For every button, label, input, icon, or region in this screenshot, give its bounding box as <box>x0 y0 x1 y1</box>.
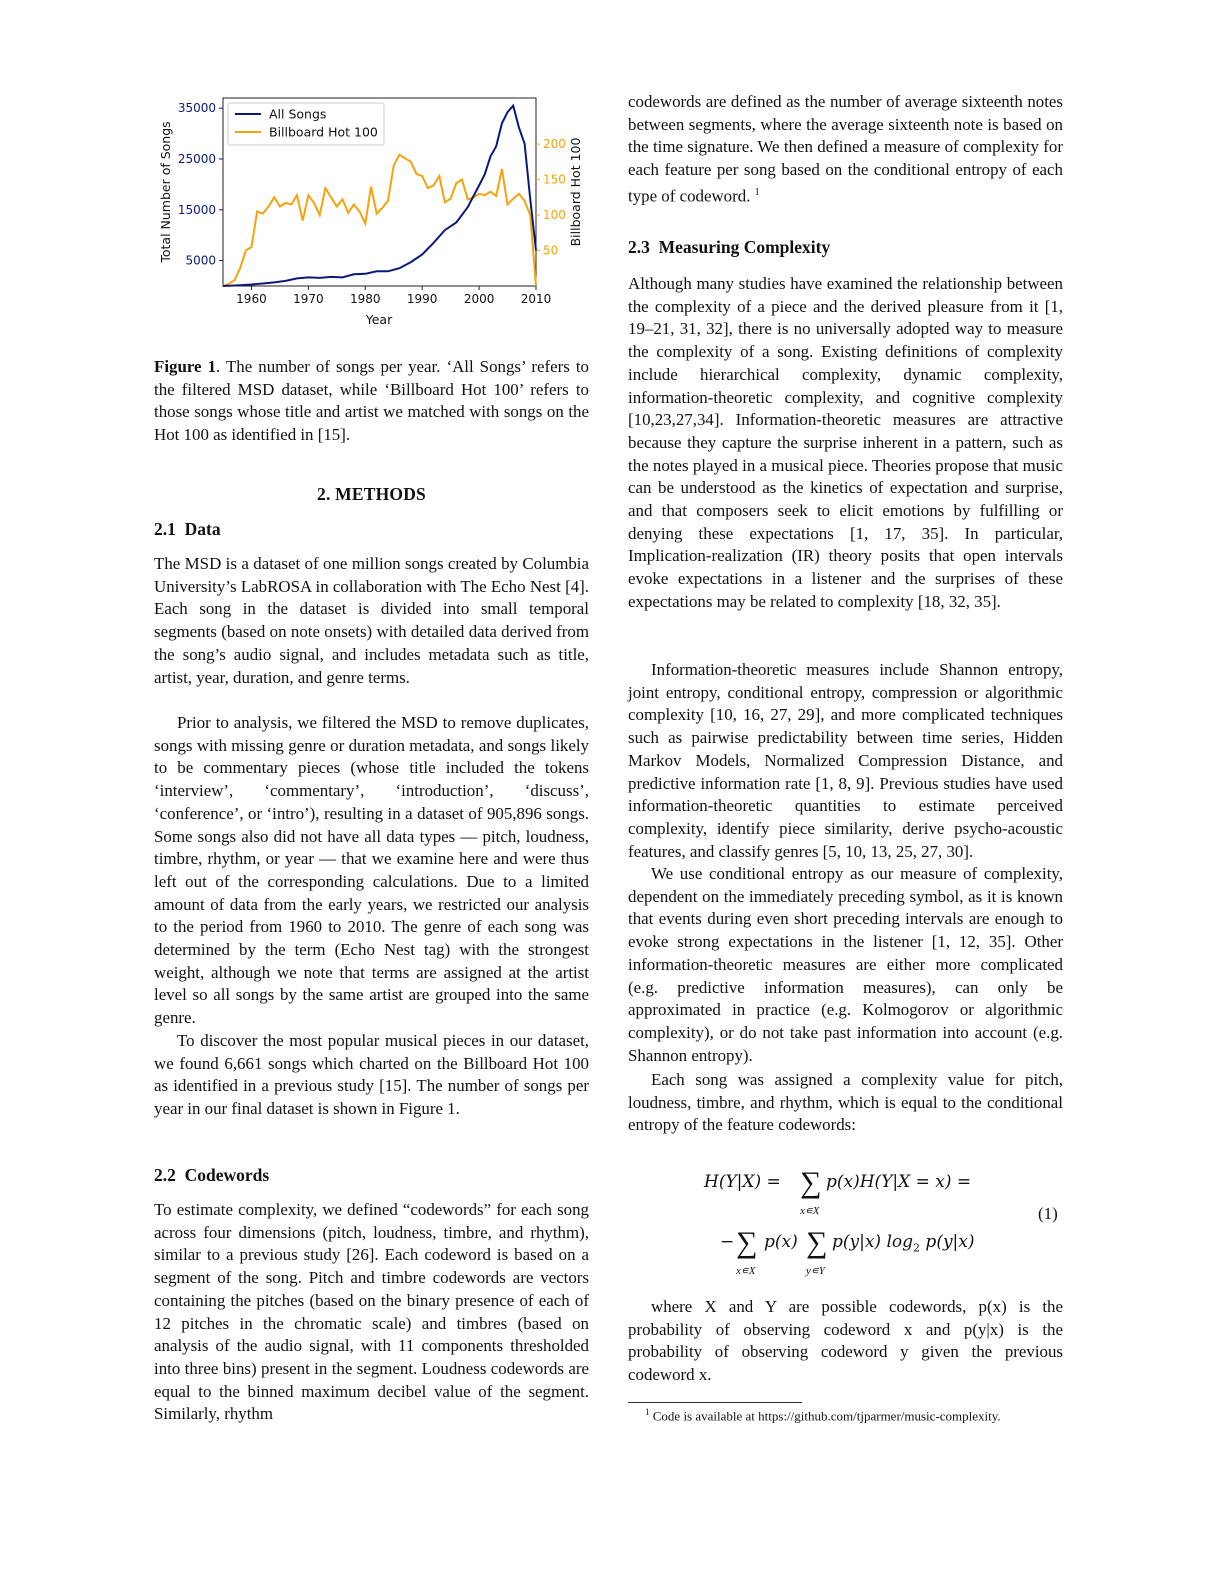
x-axis-ticks <box>236 286 551 306</box>
paragraph-where: where X and Y are possible codewords, p(x) is the probability of observing codeword x and p(y|x) is the probability of observing codeword y given the previous codeword x. <box>628 1297 1063 1385</box>
y-left-tick-label: 25000 <box>177 151 216 166</box>
x-tick-label: 1990 <box>406 292 438 306</box>
legend-label-all-songs: All Songs <box>269 106 327 122</box>
paragraph-complexity-intro: Although many studies have examined the relationship between the complexity of a piece and the derived pleasure from it [1, 19–21, 31, 32], there is no universally adopted way to measure the complexity of a song. Existing definitions of complexity include hierarchical complexity, dynamic complexity, information-theoretic complexity, and cognitive complexity [10,23,27,34]. Information-theoretic measures are attractive because they capture the surprise inherent in a pattern, such as the notes played in a musical piece. Theories propose that music can be understood as the kinetics of expectation and surprise, and that composers seek to elicit emotions by fulfilling or denying these expectations [1, 17, 35]. In particular, Implication-realization (IR) theory posits that open intervals evoke expectations in a listener and the surprises of these expectations may be related to complexity [18, 32, 35]. <box>628 274 1063 611</box>
x-tick-label: 1970 <box>293 292 324 306</box>
paragraph-codewords-cont <box>628 91 1063 208</box>
paragraph-billboard: To discover the most popular musical pieces in our dataset, we found 6,661 songs which charted on the Billboard Hot 100 as identified in a previous study [15]. The number of songs per year in our final dataset is shown in Figure 1. <box>154 1031 589 1119</box>
x-tick-label: 2000 <box>463 292 495 306</box>
legend-label-billboard: Billboard Hot 100 <box>269 124 378 140</box>
paragraph-codewords-cont-text: codewords are defined as the number of average sixteenth notes between segments, where the average sixteenth note is based on the time signature. We then defined a measure of complexity for each feature per song based on the conditional entropy of each type of codeword. <box>628 92 1063 206</box>
y-axis-right-label: Billboard Hot 100 <box>568 137 583 247</box>
y-right-tick-label: 200 <box>543 137 566 152</box>
equation-lhs: H(Y|X) = <box>704 1172 781 1192</box>
paragraph-complexity-value: Each song was assigned a complexity value for pitch, loudness, timbre, and rhythm, which is equal to the conditional entropy of the feature codewords: <box>628 1070 1063 1135</box>
y-axis-left-ticks <box>178 101 223 267</box>
y-right-tick-label: 150 <box>543 172 566 187</box>
footnote-marker: 1 <box>754 186 760 198</box>
y-left-tick-label: 35000 <box>177 101 216 116</box>
footnote-rule <box>628 1402 802 1403</box>
figure-caption <box>154 356 589 447</box>
section-heading-methods: 2. METHODS <box>317 484 426 504</box>
subsection-heading-data: 2.1 Data <box>154 519 221 539</box>
y-axis-right-ticks <box>536 137 566 257</box>
subsection-heading-codewords: 2.2 Codewords <box>154 1165 270 1185</box>
figure-caption-label: Figure 1 <box>154 357 217 376</box>
footnote <box>645 1407 1065 1424</box>
equation-line1-rhs: p(x)H(Y|X = x) = <box>826 1172 972 1192</box>
equation-number: (1) <box>1038 1204 1058 1223</box>
x-tick-label: 1980 <box>349 292 381 306</box>
series-billboard-line <box>223 155 536 286</box>
subsection-heading-measuring: 2.3 Measuring Complexity <box>628 237 831 257</box>
y-axis-left-label: Total Number of Songs <box>158 121 173 263</box>
x-axis-label: Year <box>365 312 393 327</box>
y-left-tick-label: 5000 <box>185 253 216 268</box>
legend <box>228 103 384 145</box>
x-tick-label: 1960 <box>236 292 267 306</box>
x-tick-label: 2010 <box>520 292 552 306</box>
sum-index-3: y∊Y <box>806 1265 825 1277</box>
y-left-tick-label: 15000 <box>177 202 216 217</box>
equation-minus: − <box>720 1232 735 1252</box>
equation-1 <box>628 1160 1063 1280</box>
sum-symbol-1: ∑ <box>800 1166 822 1199</box>
sum-index-2: x∊X <box>736 1265 756 1277</box>
sum-symbol-3: ∑ <box>806 1226 828 1259</box>
footnote-text: Code is available at https://github.com/tjparmer/music-complexity. <box>652 1408 1001 1424</box>
sum-index-1: x∊X <box>800 1205 820 1217</box>
paragraph-codewords: To estimate complexity, we defined “codewords” for each song across four dimensions (pitch, loudness, timbre, and rhythm), similar to a previous study [26]. Each codeword is based on a segment of the song. Pitch and timbre codewords are vectors containing the pitches (based on the binary presence of each of 12 pitches in the chromatic scale) and timbres (based on analysis of the audio signal, with 11 components thresholded into three bins) present in the segment. Loudness codewords are equal to the binned maximum decibel value of the segment. Similarly, rhythm <box>154 1200 589 1424</box>
figure-caption-text: . The number of songs per year. ‘All Songs’ refers to the filtered MSD dataset, while ‘Billboard Hot 100’ refers to those songs whose title and artist we matched with songs on the Hot 100 as identified in [15]. <box>154 357 589 445</box>
footnote-number: 1 <box>645 1407 650 1417</box>
y-right-tick-label: 100 <box>543 208 566 223</box>
y-right-tick-label: 50 <box>543 243 559 258</box>
equation-line2-b: p(y|x) $\log_2 p(y|x)$ <box>832 1232 975 1255</box>
paragraph-filtering: Prior to analysis, we filtered the MSD to remove duplicates, songs with missing genre or duration metadata, and songs likely to be commentary pieces (whose title included the tokens ‘interview’, ‘commentary’, ‘introduction’, ‘discuss’, ‘conference’, or ‘intro’), resulting in a dataset of 905,896 songs. Some songs also did not have all data types — pitch, loudness, timbre, rhythm, or year — that we examine here and were thus left out of the corresponding calculations. Due to a limited amount of data from the early years, we restricted our analysis to the period from 1960 to 2010. The genre of each song was determined by the term (Echo Nest tag) with the strongest weight, although we note that terms are assigned at the artist level so all songs by the same artist are grouped into the same genre. <box>154 713 589 1028</box>
sum-symbol-2: ∑ <box>736 1226 758 1259</box>
paragraph-msd: The MSD is a dataset of one million songs created by Columbia University’s LabROSA in collaboration with The Echo Nest [4]. Each song in the dataset is divided into small temporal segments (based on note onsets) with detailed data derived from the song’s audio signal, and includes metadata such as title, artist, year, duration, and genre terms. <box>154 554 589 687</box>
figure-1-chart <box>155 90 590 340</box>
paragraph-information-measures: Information-theoretic measures include Shannon entropy, joint entropy, conditional entropy, compression or algorithmic complexity [10, 16, 27, 29], and more complicated techniques such as pairwise predictability between time series, Hidden Markov Models, Normalized Compression Distance, and predictive information rate [1, 8, 9]. Previous studies have used information-theoretic quantities to estimate perceived complexity, identify piece similarity, derive psycho-acoustic features, and classify genres [5, 10, 13, 25, 27, 30]. <box>628 660 1063 861</box>
equation-line2-a: p(x) <box>764 1232 798 1252</box>
paragraph-conditional-entropy: We use conditional entropy as our measure of complexity, dependent on the immediately preceding symbol, as it is known that events during even short preceding intervals are enough to evoke strong expectations in the listener [1, 12, 35]. Other information-theoretic measures are either more complicated (e.g. predictive information measures), can only be approximated in practice (e.g. Kolmogorov or algorithmic complexity), or do not take past information into account (e.g. Shannon entropy). <box>628 864 1063 1065</box>
